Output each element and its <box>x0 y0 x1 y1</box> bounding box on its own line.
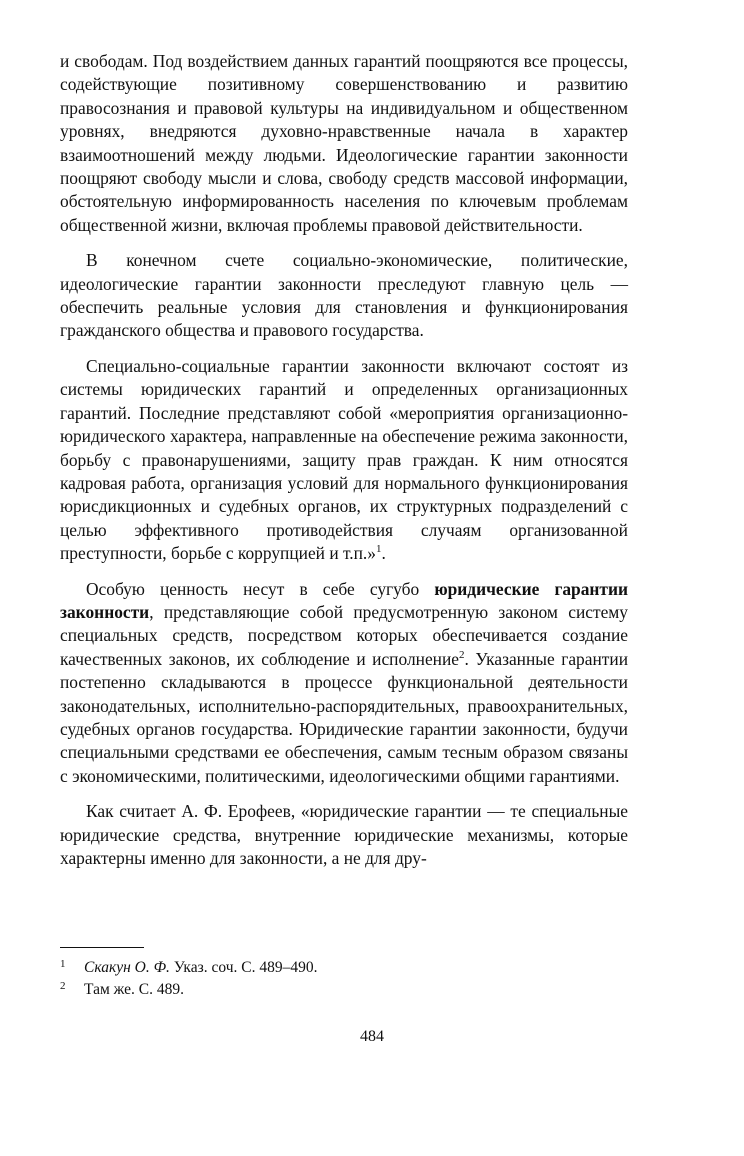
paragraph-text: , представляющие собой предусмотренную законом систему специальных средств, посредством которых обеспечивается создание качественных законов, их соблюдение и исполнение <box>60 601 628 669</box>
paragraph-text: Специально-социальные гарантии законности включают состоят из системы юридических гарантий и определенных организационных гарантий. Последние представляют собой «мероприятия организационно-юридического характера, направленные на обеспечение режима законности, борьбу с правонарушениями, защиту прав граждан. К ним относятся кадровая работа, организация условий для нормального функционирования юрисдикционных и судебных органов, их структурных подразделений с целью эффективного противодействия случаям организованной преступности, борьбе с коррупцией и т.п.» <box>60 355 628 564</box>
footnote-number: 1 <box>60 958 66 970</box>
footnote-2 <box>60 979 628 1001</box>
paragraph <box>60 578 628 789</box>
paragraph-text: . Указанные гарантии постепенно складываются в процессе функциональной деятельности законодательных, исполнительно-распорядительных, правоохранительных, судебных органов государства. Юридические гарантии законности, будучи специальными средствами ее обеспечения, самым тесным образом связаны с экономическими, политическими, идеологическими общими гарантиями. <box>60 648 628 786</box>
paragraph-text: и свободам. Под воздействием данных гарантий поощряются все процессы, содействующие позитивному совершенствованию и развитию правосознания и правовой культуры на индивидуальном и общественном уровнях, внедряются духовно-нравственные начала в характер взаимоотношений между людьми. Идеологические гарантии законности поощряют свободу мысли и слова, свободу средств массовой информации, обстоятельную информированность населения по ключевым проблемам общественной жизни, включая проблемы правовой действительности. <box>60 51 628 235</box>
paragraph <box>60 249 628 343</box>
footnote-divider <box>60 947 144 948</box>
footnote-marker: 1 <box>375 543 382 556</box>
footnote-author: Скакун О. Ф. <box>84 959 170 976</box>
paragraph-text: Как считает А. Ф. Ерофеев, «юридические гарантии — те специальные юридические средства, внутренние юридические механизмы, которые характерны именно для законности, а не для дру- <box>60 801 628 868</box>
paragraph <box>60 800 628 870</box>
footnote-text: Указ. соч. С. 489–490. <box>169 959 318 976</box>
paragraph <box>60 355 628 566</box>
paragraph-text: Особую ценность несут в себе сугубо <box>86 578 435 599</box>
footnote-text: Там же. С. 489. <box>84 980 184 998</box>
paragraph <box>60 50 628 237</box>
bold-term: юридические гарантии законности <box>60 578 629 622</box>
footnotes <box>60 957 628 1000</box>
paragraph-text: . <box>381 543 386 564</box>
footnote-1 <box>60 957 628 979</box>
footnote-number: 2 <box>60 979 66 992</box>
main-text <box>60 50 628 870</box>
page-number: 484 <box>360 1028 384 1045</box>
footnote-marker: 2 <box>459 648 465 661</box>
paragraph-text: В конечном счете социально-экономические, политические, идеологические гарантии законности преследуют главную цель — обеспечить реальные условия для становления и функционирования гражданского общества и правового государства. <box>60 250 628 341</box>
